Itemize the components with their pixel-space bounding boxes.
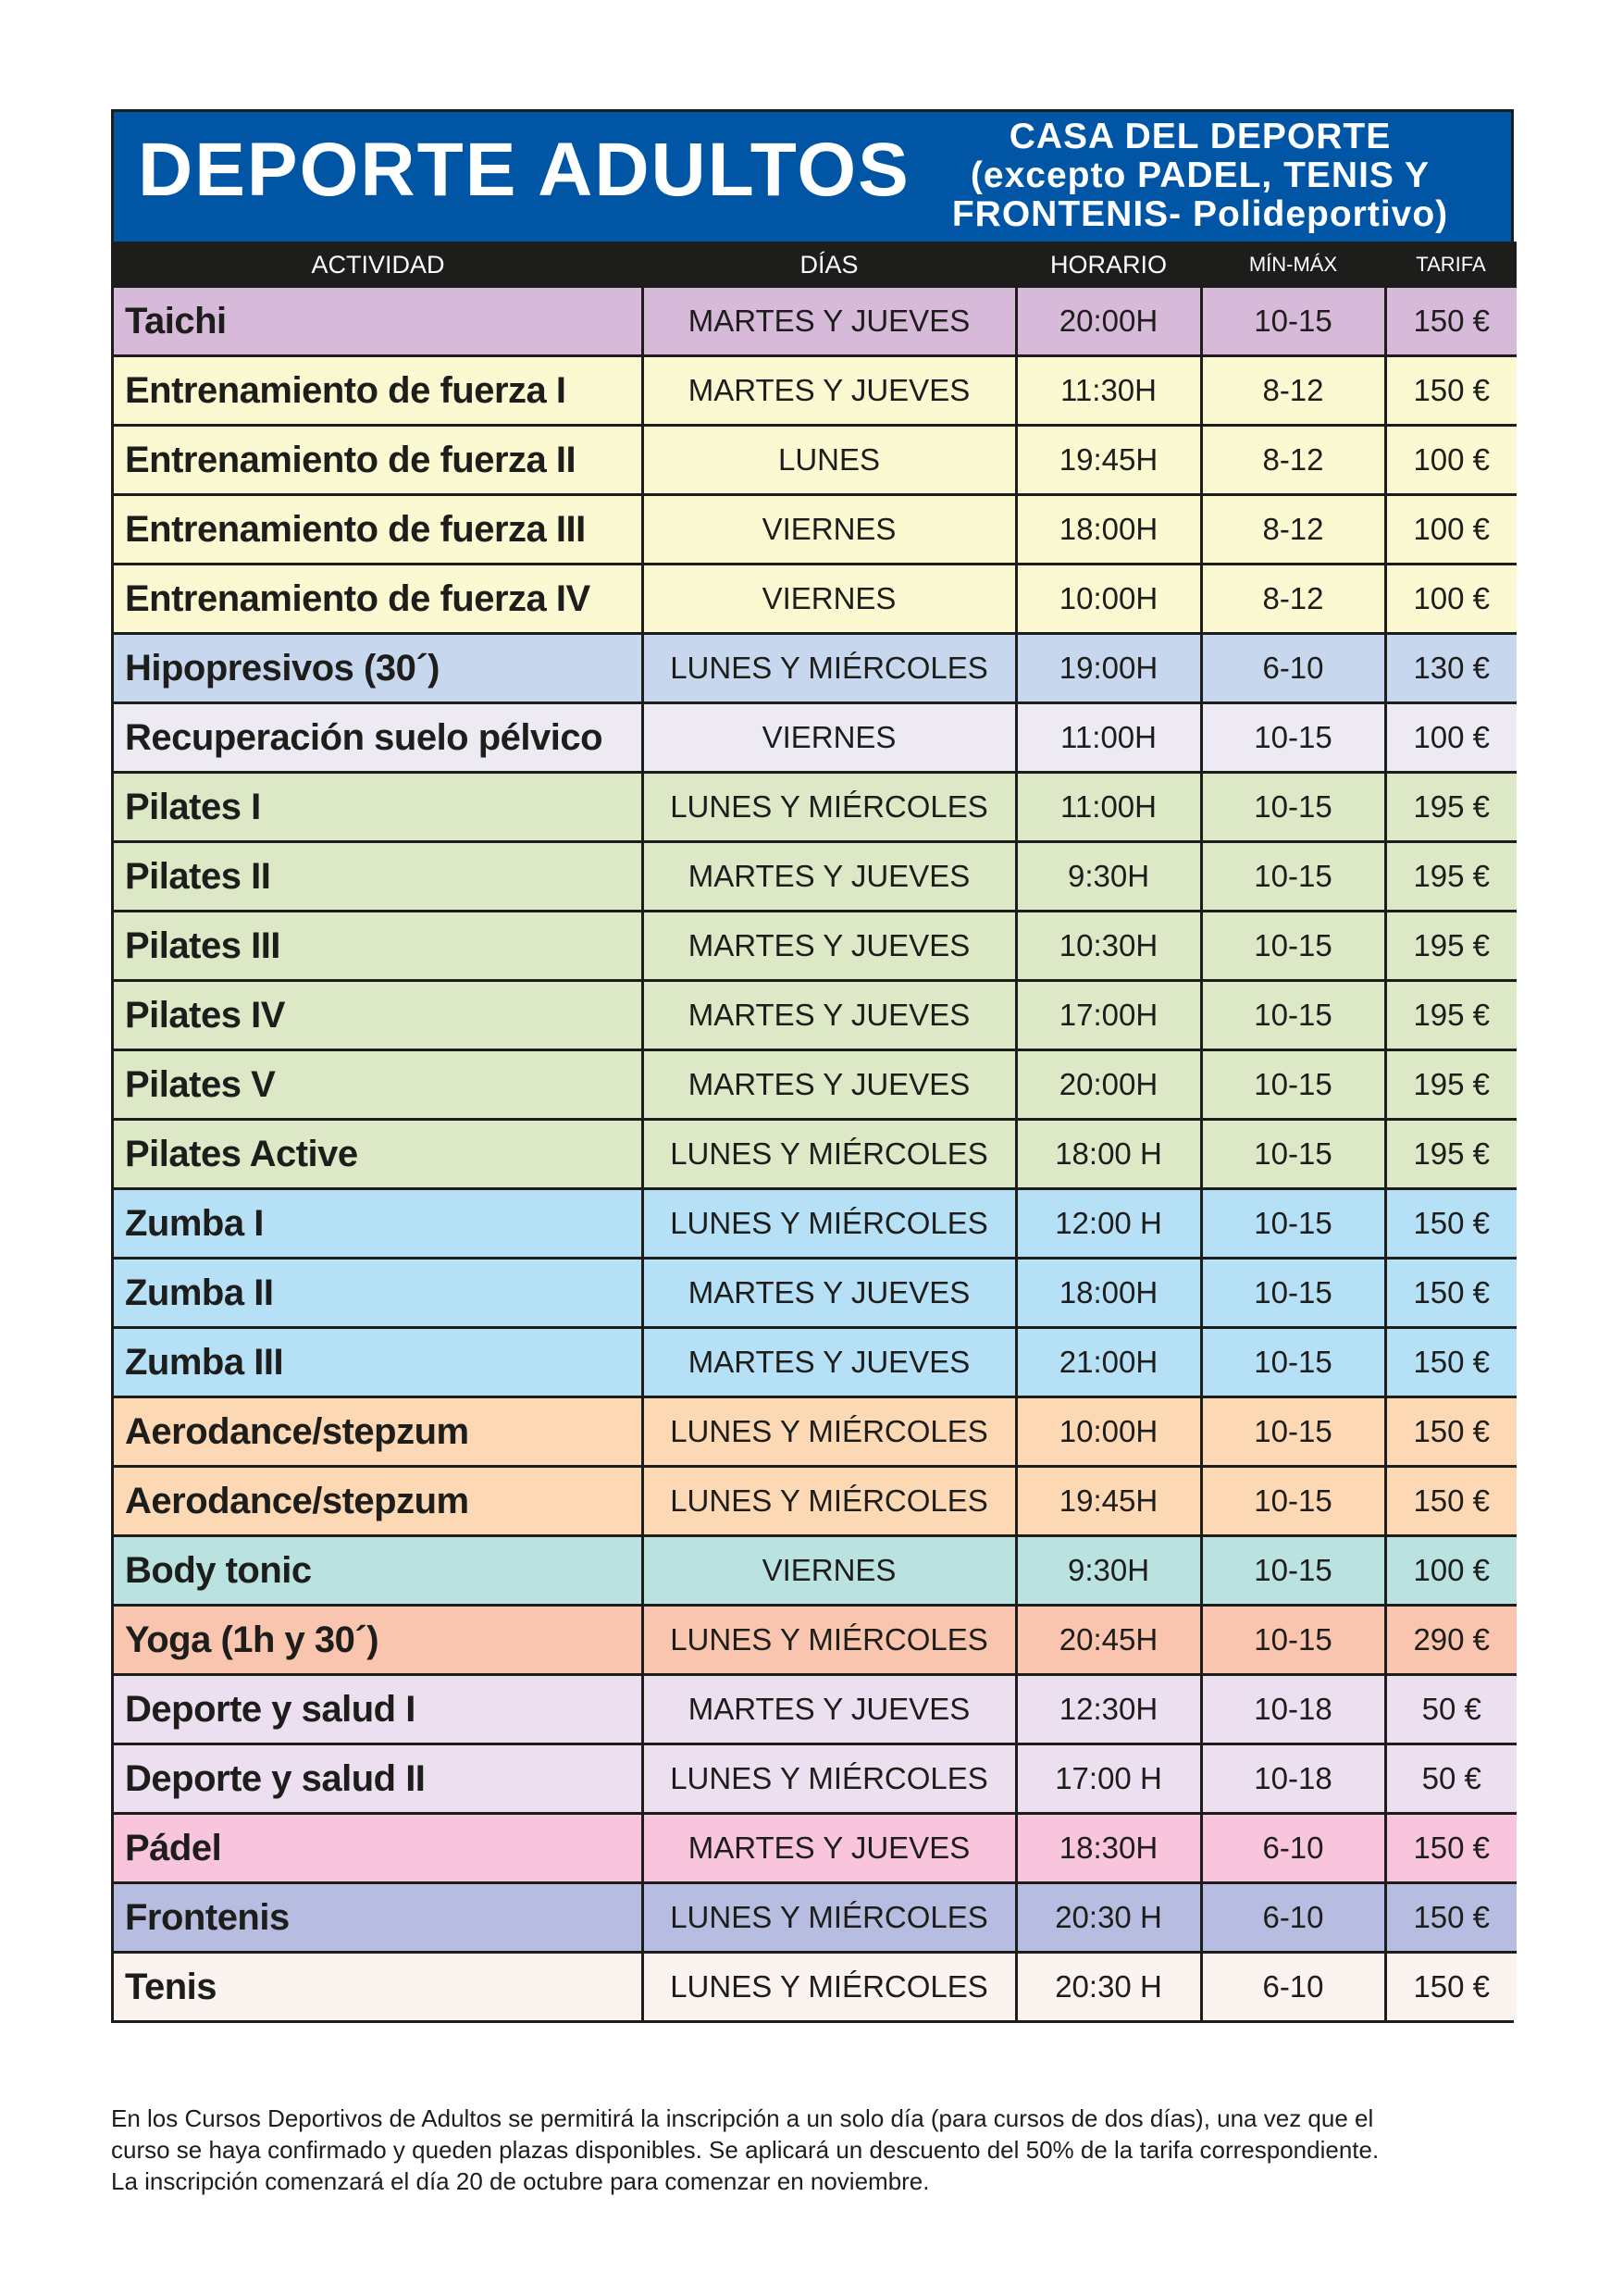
table-row <box>114 1953 1517 2021</box>
table-row <box>114 773 1517 842</box>
footnote-line: curso se haya confirmado y queden plazas disponibles. Se aplicará un descuento del 50% de la tarifa correspondiente. <box>111 2136 1380 2164</box>
table-row <box>114 1536 1517 1606</box>
cell-tarifa: 195 € <box>1385 773 1517 842</box>
cell-actividad: Tenis <box>114 1953 642 2021</box>
cell-dias: LUNES Y MIÉRCOLES <box>642 1883 1016 1953</box>
table-row <box>114 426 1517 495</box>
cell-min-max: 10-15 <box>1201 1328 1385 1397</box>
cell-tarifa: 100 € <box>1385 495 1517 565</box>
cell-horario: 17:00 H <box>1016 1744 1201 1814</box>
cell-min-max: 10-15 <box>1201 1606 1385 1675</box>
cell-horario: 20:45H <box>1016 1606 1201 1675</box>
cell-min-max: 10-15 <box>1201 1467 1385 1536</box>
cell-tarifa: 150 € <box>1385 1883 1517 1953</box>
cell-min-max: 10-18 <box>1201 1675 1385 1744</box>
cell-min-max: 6-10 <box>1201 1814 1385 1883</box>
cell-min-max: 6-10 <box>1201 1883 1385 1953</box>
cell-actividad: Zumba II <box>114 1259 642 1328</box>
cell-tarifa: 150 € <box>1385 1189 1517 1259</box>
cell-min-max: 10-15 <box>1201 1536 1385 1606</box>
cell-actividad: Pilates II <box>114 842 642 912</box>
cell-horario: 12:00 H <box>1016 1189 1201 1259</box>
cell-min-max: 10-15 <box>1201 842 1385 912</box>
cell-horario: 9:30H <box>1016 842 1201 912</box>
table-row <box>114 565 1517 634</box>
footnote <box>111 2103 1527 2197</box>
cell-min-max: 8-12 <box>1201 495 1385 565</box>
cell-dias: MARTES Y JUEVES <box>642 981 1016 1050</box>
cell-actividad: Entrenamiento de fuerza IV <box>114 565 642 634</box>
column-header-actividad: ACTIVIDAD <box>114 242 642 288</box>
cell-actividad: Aerodance/stepzum <box>114 1397 642 1467</box>
cell-tarifa: 100 € <box>1385 426 1517 495</box>
table-row <box>114 912 1517 981</box>
cell-tarifa: 150 € <box>1385 1328 1517 1397</box>
cell-min-max: 10-15 <box>1201 1050 1385 1120</box>
cell-horario: 10:00H <box>1016 1397 1201 1467</box>
cell-dias: MARTES Y JUEVES <box>642 842 1016 912</box>
cell-dias: MARTES Y JUEVES <box>642 1675 1016 1744</box>
cell-min-max: 10-15 <box>1201 912 1385 981</box>
cell-dias: MARTES Y JUEVES <box>642 1259 1016 1328</box>
table-row <box>114 1120 1517 1189</box>
cell-dias: MARTES Y JUEVES <box>642 1050 1016 1120</box>
cell-tarifa: 150 € <box>1385 1259 1517 1328</box>
cell-horario: 18:00 H <box>1016 1120 1201 1189</box>
cell-horario: 20:30 H <box>1016 1883 1201 1953</box>
cell-actividad: Pilates Active <box>114 1120 642 1189</box>
cell-horario: 19:45H <box>1016 426 1201 495</box>
banner <box>114 112 1511 242</box>
cell-tarifa: 150 € <box>1385 288 1517 356</box>
cell-horario: 17:00H <box>1016 981 1201 1050</box>
cell-min-max: 8-12 <box>1201 426 1385 495</box>
cell-horario: 11:00H <box>1016 773 1201 842</box>
cell-actividad: Body tonic <box>114 1536 642 1606</box>
cell-dias: VIERNES <box>642 495 1016 565</box>
cell-actividad: Frontenis <box>114 1883 642 1953</box>
table-row <box>114 1467 1517 1536</box>
cell-dias: MARTES Y JUEVES <box>642 1328 1016 1397</box>
table-row <box>114 1744 1517 1814</box>
cell-tarifa: 195 € <box>1385 842 1517 912</box>
cell-actividad: Entrenamiento de fuerza I <box>114 356 642 426</box>
cell-actividad: Aerodance/stepzum <box>114 1467 642 1536</box>
cell-horario: 18:00H <box>1016 1259 1201 1328</box>
table-row <box>114 1328 1517 1397</box>
cell-tarifa: 195 € <box>1385 1120 1517 1189</box>
cell-tarifa: 195 € <box>1385 1050 1517 1120</box>
cell-dias: LUNES <box>642 426 1016 495</box>
cell-min-max: 10-18 <box>1201 1744 1385 1814</box>
cell-dias: LUNES Y MIÉRCOLES <box>642 1120 1016 1189</box>
cell-actividad: Zumba III <box>114 1328 642 1397</box>
cell-dias: LUNES Y MIÉRCOLES <box>642 1744 1016 1814</box>
cell-min-max: 10-15 <box>1201 981 1385 1050</box>
cell-actividad: Pilates I <box>114 773 642 842</box>
cell-actividad: Entrenamiento de fuerza III <box>114 495 642 565</box>
cell-dias: MARTES Y JUEVES <box>642 288 1016 356</box>
cell-min-max: 10-15 <box>1201 703 1385 773</box>
cell-dias: LUNES Y MIÉRCOLES <box>642 1467 1016 1536</box>
cell-actividad: Pilates IV <box>114 981 642 1050</box>
cell-horario: 19:45H <box>1016 1467 1201 1536</box>
cell-min-max: 10-15 <box>1201 1259 1385 1328</box>
cell-min-max: 6-10 <box>1201 634 1385 703</box>
cell-horario: 19:00H <box>1016 634 1201 703</box>
table-row <box>114 634 1517 703</box>
cell-horario: 11:00H <box>1016 703 1201 773</box>
cell-tarifa: 100 € <box>1385 565 1517 634</box>
table-row <box>114 1189 1517 1259</box>
column-header-tarifa: TARIFA <box>1385 242 1517 288</box>
cell-min-max: 8-12 <box>1201 565 1385 634</box>
cell-actividad: Recuperación suelo pélvico <box>114 703 642 773</box>
page-title: DEPORTE ADULTOS <box>138 128 911 212</box>
cell-min-max: 10-15 <box>1201 773 1385 842</box>
table-header-row <box>114 242 1517 288</box>
table-row <box>114 356 1517 426</box>
cell-dias: MARTES Y JUEVES <box>642 356 1016 426</box>
cell-horario: 12:30H <box>1016 1675 1201 1744</box>
cell-dias: LUNES Y MIÉRCOLES <box>642 1606 1016 1675</box>
cell-horario: 10:30H <box>1016 912 1201 981</box>
footnote-line: En los Cursos Deportivos de Adultos se permitirá la inscripción a un solo día (para cursos de dos días), una vez que el <box>111 2104 1374 2132</box>
table-row <box>114 495 1517 565</box>
cell-dias: LUNES Y MIÉRCOLES <box>642 773 1016 842</box>
cell-min-max: 6-10 <box>1201 1953 1385 2021</box>
column-header-min-max: MÍN-MÁX <box>1201 242 1385 288</box>
table-row <box>114 1675 1517 1744</box>
table-row <box>114 1397 1517 1467</box>
cell-dias: LUNES Y MIÉRCOLES <box>642 634 1016 703</box>
cell-tarifa: 150 € <box>1385 356 1517 426</box>
cell-min-max: 10-15 <box>1201 1189 1385 1259</box>
cell-tarifa: 195 € <box>1385 981 1517 1050</box>
banner-subtitle <box>904 118 1496 234</box>
cell-horario: 20:00H <box>1016 1050 1201 1120</box>
cell-min-max: 10-15 <box>1201 288 1385 356</box>
column-header-horario: HORARIO <box>1016 242 1201 288</box>
cell-tarifa: 195 € <box>1385 912 1517 981</box>
table-row <box>114 703 1517 773</box>
schedule-sheet <box>111 109 1514 2023</box>
cell-actividad: Pilates V <box>114 1050 642 1120</box>
cell-actividad: Zumba I <box>114 1189 642 1259</box>
cell-tarifa: 100 € <box>1385 703 1517 773</box>
table-row <box>114 288 1517 356</box>
cell-tarifa: 130 € <box>1385 634 1517 703</box>
cell-horario: 20:30 H <box>1016 1953 1201 2021</box>
cell-actividad: Taichi <box>114 288 642 356</box>
activities-table <box>114 242 1517 2020</box>
cell-actividad: Yoga (1h y 30´) <box>114 1606 642 1675</box>
footnote-line: La inscripción comenzará el día 20 de octubre para comenzar en noviembre. <box>111 2167 930 2195</box>
cell-horario: 18:30H <box>1016 1814 1201 1883</box>
cell-tarifa: 290 € <box>1385 1606 1517 1675</box>
cell-tarifa: 150 € <box>1385 1467 1517 1536</box>
cell-tarifa: 150 € <box>1385 1814 1517 1883</box>
cell-actividad: Deporte y salud I <box>114 1675 642 1744</box>
cell-horario: 9:30H <box>1016 1536 1201 1606</box>
cell-horario: 11:30H <box>1016 356 1201 426</box>
subtitle-line: (excepto PADEL, TENIS Y <box>970 155 1431 195</box>
table-row <box>114 1050 1517 1120</box>
cell-dias: VIERNES <box>642 1536 1016 1606</box>
cell-tarifa: 50 € <box>1385 1675 1517 1744</box>
cell-actividad: Entrenamiento de fuerza II <box>114 426 642 495</box>
table-row <box>114 981 1517 1050</box>
cell-min-max: 8-12 <box>1201 356 1385 426</box>
cell-tarifa: 150 € <box>1385 1397 1517 1467</box>
subtitle-line: FRONTENIS- Polideportivo) <box>951 194 1449 234</box>
cell-dias: MARTES Y JUEVES <box>642 1814 1016 1883</box>
cell-dias: LUNES Y MIÉRCOLES <box>642 1189 1016 1259</box>
table-row <box>114 1606 1517 1675</box>
column-header-dias: DÍAS <box>642 242 1016 288</box>
cell-actividad: Pilates III <box>114 912 642 981</box>
cell-horario: 10:00H <box>1016 565 1201 634</box>
table-row <box>114 1883 1517 1953</box>
cell-min-max: 10-15 <box>1201 1120 1385 1189</box>
cell-dias: MARTES Y JUEVES <box>642 912 1016 981</box>
subtitle-line: CASA DEL DEPORTE <box>1009 117 1392 156</box>
cell-tarifa: 100 € <box>1385 1536 1517 1606</box>
cell-horario: 20:00H <box>1016 288 1201 356</box>
cell-min-max: 10-15 <box>1201 1397 1385 1467</box>
table-row <box>114 1259 1517 1328</box>
table-row <box>114 1814 1517 1883</box>
cell-dias: LUNES Y MIÉRCOLES <box>642 1397 1016 1467</box>
table-row <box>114 842 1517 912</box>
cell-actividad: Deporte y salud II <box>114 1744 642 1814</box>
cell-actividad: Pádel <box>114 1814 642 1883</box>
cell-dias: VIERNES <box>642 703 1016 773</box>
cell-dias: VIERNES <box>642 565 1016 634</box>
cell-tarifa: 150 € <box>1385 1953 1517 2021</box>
cell-horario: 18:00H <box>1016 495 1201 565</box>
cell-horario: 21:00H <box>1016 1328 1201 1397</box>
cell-dias: LUNES Y MIÉRCOLES <box>642 1953 1016 2021</box>
cell-actividad: Hipopresivos (30´) <box>114 634 642 703</box>
cell-tarifa: 50 € <box>1385 1744 1517 1814</box>
